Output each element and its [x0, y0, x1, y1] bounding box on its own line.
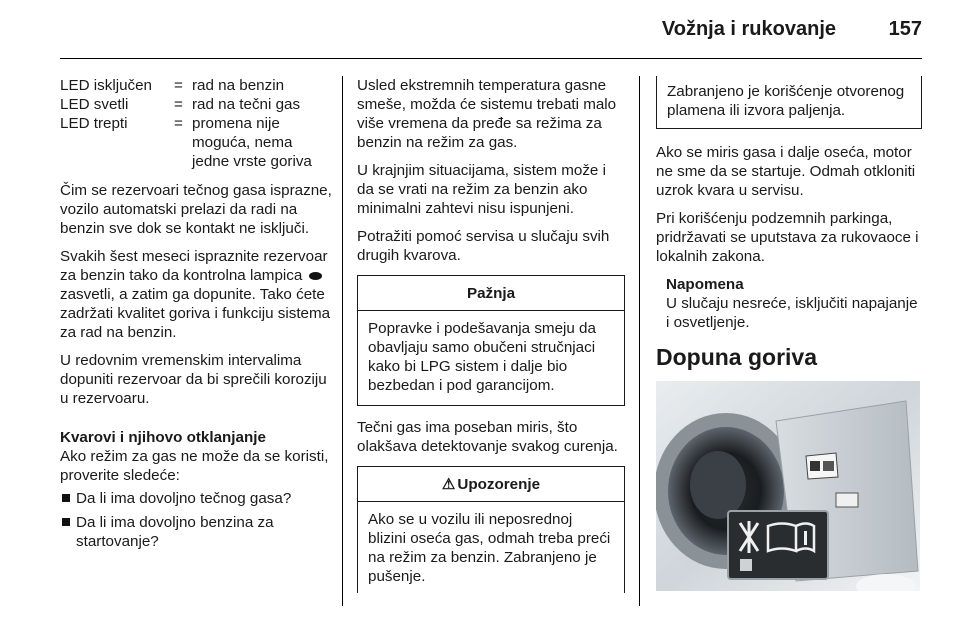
fuel-filler-illustration [656, 381, 920, 591]
subheading: Kvarovi i njihovo otklanjanje [60, 429, 266, 446]
caution-body: Popravke i podešavanja smeju da obavljaju samo obučeni stručnjaci kako bi LPG sistem i dalje bio bezbedan i pod garancijom. [368, 320, 596, 394]
led-value: rad na tečni gas [192, 96, 301, 113]
led-equals: = [174, 77, 183, 94]
header-divider [60, 58, 922, 59]
column-right [656, 76, 922, 591]
column-divider [639, 76, 640, 606]
list-item: Da li ima dovoljno tečnog gasa? [60, 489, 332, 508]
paragraph: U krajnjim situacijama, sistem može i da se vrati na režim za benzin ako minimalni zahtevi nisu ispunjeni. [357, 162, 606, 217]
indicator-lamp-icon [309, 272, 322, 280]
column-left [60, 76, 332, 556]
caution-box [357, 275, 625, 406]
warning-box-continued [656, 76, 922, 129]
page-number: 157 [888, 18, 922, 40]
paragraph: Ako se miris gasa i dalje oseća, motor ne sme da se startuje. Odmah otkloniti uzrok kvara u servisu. [656, 144, 916, 199]
paragraph: Ako režim za gas ne može da se koristi, proverite sledeće: [60, 448, 329, 484]
page-header-title: Vožnja i rukovanje [661, 18, 836, 40]
led-term: LED trepti [60, 115, 128, 132]
led-status-table [60, 76, 332, 171]
led-value: promena nije moguća, nema jedne vrste goriva [192, 115, 312, 170]
warning-title: Upozorenje [457, 476, 541, 493]
list-item: Da li ima dovoljno benzina za startovanje? [60, 513, 332, 551]
paragraph: Potražiti pomoć servisa u slučaju svih drugih kvarova. [357, 228, 610, 264]
led-row [60, 76, 332, 95]
led-value: rad na benzin [192, 77, 285, 94]
warning-box [357, 466, 625, 593]
column-divider [342, 76, 343, 606]
warning-triangle-icon: ⚠ [441, 476, 456, 493]
warning-body: Ako se u vozilu ili neposrednoj blizini oseća gas, odmah treba preći na režim za benzin. Zabranjeno je pušenje. [368, 511, 611, 585]
paragraph: Pri korišćenju podzemnih parkinga, pridržavati se uputstava za rukovaoce i lokalnih zakona. [656, 210, 919, 265]
paragraph-text: zasvetli, a zatim ga dopunite. Tako ćete zadržati kvalitet goriva i funkciju sistema za rad na benzin. [60, 286, 331, 341]
note-block [656, 275, 922, 332]
checklist [60, 489, 332, 551]
led-equals: = [174, 115, 183, 132]
paragraph: Čim se rezervoari tečnog gasa isprazne, vozilo automatski prelazi da radi na benzin sve dok se kontakt ne isključi. [60, 182, 332, 237]
led-row [60, 114, 332, 171]
section-heading: Dopuna goriva [656, 344, 818, 370]
paragraph [60, 247, 332, 342]
paragraph-text: Svakih šest meseci ispraznite rezervoar za benzin tako da kontrolna lampica [60, 248, 328, 284]
note-title: Napomena [666, 276, 744, 293]
led-row [60, 95, 332, 114]
fuel-filler-photo [656, 381, 920, 591]
paragraph: U redovnim vremenskim intervalima dopuniti rezervoar da bi sprečili koroziju u rezervoaru. [60, 352, 327, 407]
column-middle [357, 76, 625, 593]
led-equals: = [174, 96, 183, 113]
warning-header [358, 467, 624, 502]
note-body: U slučaju nesreće, isključiti napajanje i osvetljenje. [666, 295, 918, 331]
paragraph: Usled ekstremnih temperatura gasne smeše, možda će sistemu trebati malo više vremena da pređe sa režima za benzin na režim za gas. [357, 77, 617, 151]
warning-body-continued: Zabranjeno je korišćenje otvorenog plamena ili izvora paljenja. [667, 83, 905, 119]
caution-title: Pažnja [358, 276, 624, 311]
led-term: LED isključen [60, 77, 153, 94]
led-term: LED svetli [60, 96, 129, 113]
paragraph: Tečni gas ima poseban miris, što olakšava detektovanje svakog curenja. [357, 419, 618, 455]
